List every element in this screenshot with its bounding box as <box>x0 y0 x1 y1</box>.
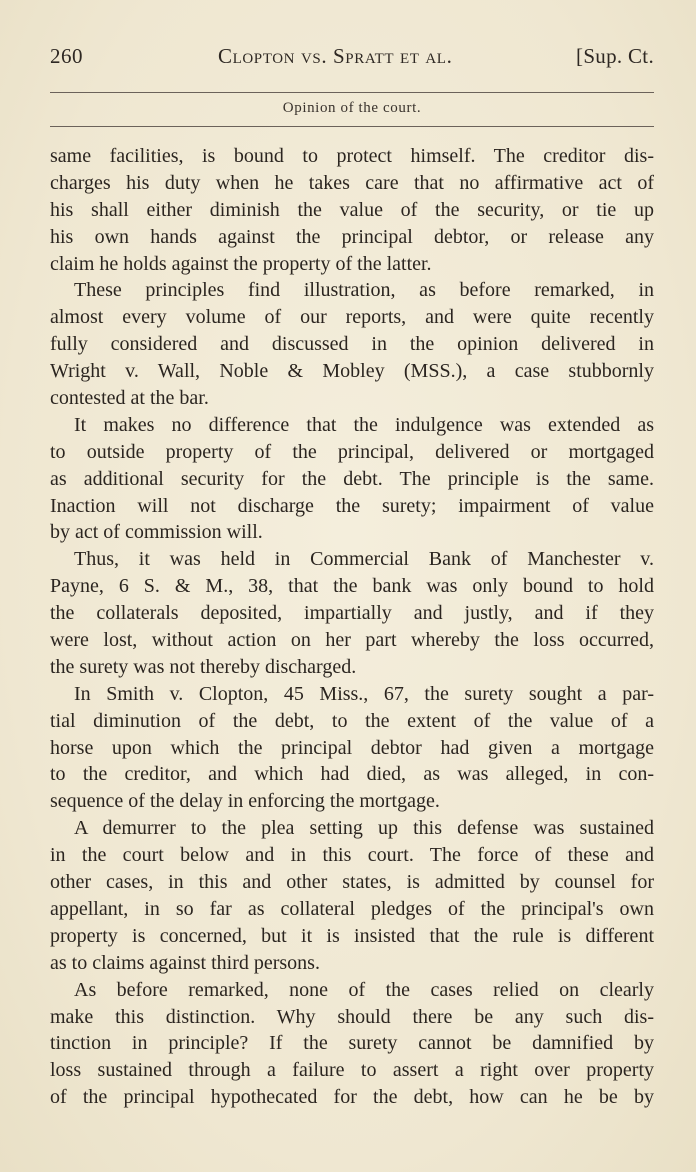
body-text-line: were lost, without action on her part whereby the loss occurred, <box>50 629 654 652</box>
opinion-body-text <box>50 143 654 1111</box>
body-text-line: charges his duty when he takes care that no affirmative act of <box>50 171 654 194</box>
body-text-line: Thus, it was held in Commercial Bank of Manchester v. <box>74 548 654 571</box>
body-text-line: A demurrer to the plea setting up this defense was sustained <box>74 817 654 840</box>
body-text-line: In Smith v. Clopton, 45 Miss., 67, the surety sought a par- <box>74 682 654 705</box>
body-text-line: sequence of the delay in enforcing the mortgage. <box>50 790 440 813</box>
body-text-line: Payne, 6 S. & M., 38, that the bank was only bound to hold <box>50 575 654 598</box>
body-text-line: to outside property of the principal, delivered or mortgaged <box>50 440 654 463</box>
body-text-line: appellant, in so far as collateral pledges of the principal's own <box>50 897 654 920</box>
body-text-line: It makes no difference that the indulgence was extended as <box>74 413 654 436</box>
body-text-line: the surety was not thereby discharged. <box>50 655 357 678</box>
body-text-line: Wright v. Wall, Noble & Mobley (MSS.), a case stubbornly <box>50 360 654 383</box>
body-text-line: same facilities, is bound to protect himself. The creditor dis- <box>50 145 654 167</box>
body-text-line: As before remarked, none of the cases relied on clearly <box>74 978 654 1001</box>
body-text-line: tial diminution of the debt, to the extent of the value of a <box>50 709 654 732</box>
header-rule-bottom <box>50 126 654 127</box>
body-text-line: other cases, in this and other states, is admitted by counsel for <box>50 871 654 894</box>
body-text-line: as additional security for the debt. The principle is the same. <box>50 467 654 490</box>
section-heading: Opinion of the court. <box>282 100 422 116</box>
body-text-line: make this distinction. Why should there be any such dis- <box>50 1005 654 1028</box>
running-head <box>50 44 654 74</box>
case-title: Clopton vs. Spratt et al. <box>218 44 453 68</box>
body-text-line: property is concerned, but it is insisted that the rule is different <box>50 924 654 947</box>
body-text-line: These principles find illustration, as before remarked, in <box>74 279 654 302</box>
body-text-line: loss sustained through a failure to assert a right over property <box>50 1059 654 1082</box>
court-tag: [Sup. Ct. <box>576 44 654 68</box>
body-text-line: his own hands against the principal debtor, or release any <box>50 225 654 248</box>
body-text-line: fully considered and discussed in the opinion delivered in <box>50 333 654 356</box>
body-text-line: to the creditor, and which had died, as was alleged, in con- <box>50 763 654 786</box>
body-text-line: tinction in principle? If the surety cannot be damnified by <box>50 1032 654 1055</box>
body-text-line: as to claims against third persons. <box>50 951 320 974</box>
body-text-line: by act of commission will. <box>50 521 263 544</box>
body-text-line: the collaterals deposited, impartially and justly, and if they <box>50 602 654 625</box>
body-text-line: horse upon which the principal debtor had given a mortgage <box>50 736 654 759</box>
body-text-line: his shall either diminish the value of the security, or tie up <box>50 198 654 221</box>
body-text-line: of the principal hypothecated for the debt, how can he be by <box>50 1086 654 1109</box>
body-text-line: contested at the bar. <box>50 387 209 410</box>
body-text-line: claim he holds against the property of the latter. <box>50 252 432 275</box>
body-text-line: in the court below and in this court. The force of these and <box>50 844 654 867</box>
header-rule-top <box>50 92 654 93</box>
body-text-line: Inaction will not discharge the surety; impairment of value <box>50 494 654 517</box>
body-text-line: almost every volume of our reports, and were quite recently <box>50 306 654 329</box>
page-number: 260 <box>50 44 83 68</box>
